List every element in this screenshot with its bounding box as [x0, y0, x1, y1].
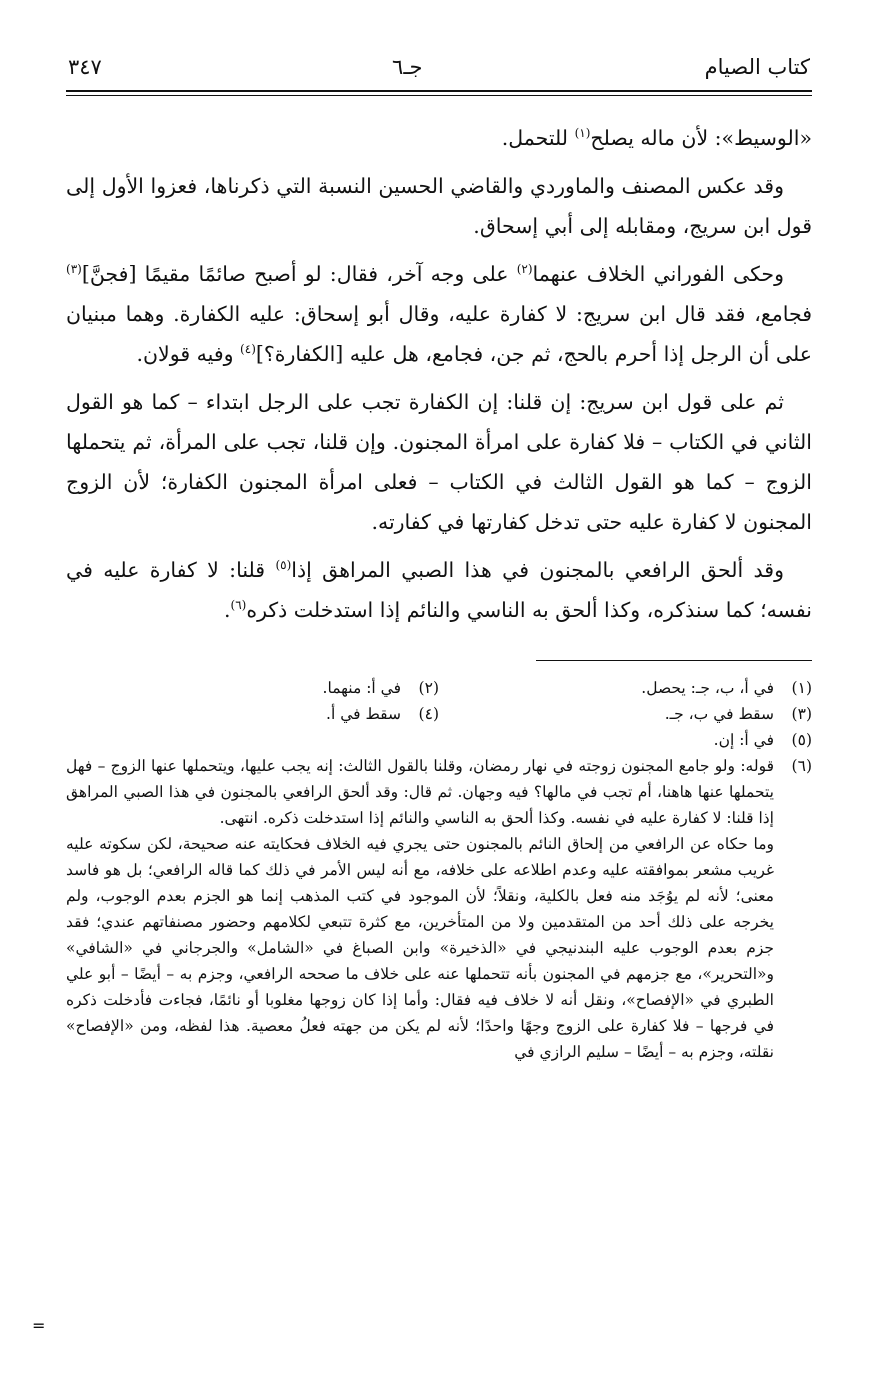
text-run: قلنا: لا كفارة عليه في نفسه؛ كما سنذكره، وكذا ألحق به الناسي والنائم إذا استدخلت ذكره: [66, 558, 812, 622]
book-title: كتاب الصيام: [704, 55, 810, 79]
body-paragraph: [66, 550, 812, 630]
continuation-mark: =: [32, 1316, 46, 1335]
footnote-number: (٢): [418, 679, 439, 697]
page-number: ٣٤٧: [68, 55, 102, 79]
footnote-5: [66, 727, 812, 753]
footnote-text: سقط في أ.: [326, 705, 401, 723]
footnotes: [66, 675, 812, 1065]
text-run: .: [223, 598, 231, 622]
footnote-reference: (٢): [516, 262, 533, 277]
footnote-text: في أ، ب، جـ: يحصل.: [641, 679, 774, 697]
main-text: [66, 118, 812, 630]
footnote-reference: (١): [574, 126, 591, 141]
footnote-2: [66, 675, 439, 701]
text-run: ثم على قول ابن سريج: إن قلنا: إن الكفارة تجب على الرجل ابتداء – كما هو القول الثاني في الكتاب – فلا كفارة على امرأة المجنون. وإن قلنا، تجب على المرأة، ثم يتحملها الزوج – كما هو القول الثالث في الكتاب – فعلى امرأة المجنون الكفارة؛ لأن الزوج المجنون لا كفارة عليه حتى تدخل كفارتها في كفارته.: [66, 390, 812, 534]
footnote-reference: (٤): [240, 342, 256, 357]
footnote-number: (٦): [791, 757, 812, 775]
footnote-6: [66, 753, 812, 1065]
text-run: وقد عكس المصنف والماوردي والقاضي الحسين النسبة التي ذكرناها، فعزوا الأول إلى قول ابن سريج، ومقابله إلى أبي إسحاق.: [66, 174, 812, 238]
running-header: [66, 50, 812, 84]
header-rule-thick: [66, 90, 812, 92]
footnote-3: [439, 701, 812, 727]
text-run: وقد ألحق الرافعي بالمجنون في هذا الصبي المراهق إذا: [291, 558, 784, 582]
footnote-row: [66, 675, 812, 701]
text-run: «الوسيط»: لأن ماله يصلح: [590, 126, 812, 150]
text-run: فجامع، فقد قال ابن سريج: لا كفارة عليه، وقال أبو إسحاق: عليه الكفارة. وهما مبنيان على أن الرجل إذا أحرم بالحج، ثم جن، فجامع، هل عليه [الكفارة؟]: [66, 302, 812, 366]
footnote-reference: (٥): [275, 558, 292, 573]
book-page: [66, 50, 812, 1065]
footnote-number: (١): [791, 679, 812, 697]
footnote-paragraph: وما حكاه عن الرافعي من إلحاق النائم بالمجنون حتى يجري فيه الخلاف فحكايته عنه صحيحة، لكن سكوته عليه غريب مشعر بموافقته عليه وعدم اطلاعه على خلافه، مع أنه ليس الأمر في ذلك كما قاله الرافعي؛ بل هو فاسد معنى؛ لأنه لم يوُجَد منه فعل بالكلية، ونقلاً؛ لأن الموجود في كتب المذهب إنما هو الجزم بعدم الوجوب، ولم يخرجه على ذلك أحد من المتقدمين ولا من المتأخرين، مع كثرة تتبعي لكلامهم وحضور مصنفاتهم عندي؛ فقد جزم بعدم الوجوب عليه البندنيجي في «الذخيرة» وابن الصباغ في «الشامل» والجرجاني في «الشافي» و«التحرير»، مع جزمهم في المجنون بأنه تتحملها عنه على خلاف ما صححه الرافعي، وجزم به – أيضًا – أبو علي الطبري في «الإفصاح»، ونقل أنه لا خلاف فيه فقال: وأما إذا كان زوجها مغلوبا أو نائمًا، فجاءت فأدخلت ذكره في فرجها – فلا كفارة على الزوج وجهًا واحدًا؛ لأنه لم يكن من جهته فعلُ معصية. هذا لفظه، ومن «الإفصاح» نقلته، وجزم به – أيضًا – سليم الرازي في: [66, 835, 774, 1061]
footnote-separator: [536, 660, 812, 661]
footnote-4: [66, 701, 439, 727]
body-paragraph: [66, 382, 812, 542]
volume-label: جـ٦: [392, 55, 423, 79]
header-rule-thin: [66, 95, 812, 96]
body-paragraph: [66, 118, 812, 158]
text-run: وحكى الفوراني الخلاف عنهما: [532, 262, 784, 286]
footnote-body: [66, 753, 774, 1065]
footnote-number: (٤): [418, 705, 439, 723]
footnote-row: [66, 701, 812, 727]
footnote-reference: (٦): [230, 598, 247, 613]
footnote-number: (٣): [791, 705, 812, 723]
footnote-1: [439, 675, 812, 701]
text-run: للتحمل.: [501, 126, 575, 150]
footnote-reference: (٣): [66, 262, 82, 277]
footnote-text: سقط في ب، جـ.: [664, 705, 774, 723]
text-run: وفيه قولان.: [136, 342, 241, 366]
footnote-text: في أ: إن.: [713, 731, 774, 749]
footnote-paragraph: قوله: ولو جامع المجنون زوجته في نهار رمضان، وقلنا بالقول الثالث: إنه يجب عليها، ويتحملها عنها الزوج – فهل يتحملها عنها هاهنا، أم تجب في مالها؟ فيه وجهان. ثم قال: وقد ألحق الرافعي بالمجنون في هذا الصبي المراهق إذا قلنا: لا كفارة عليه في نفسه. وكذا ألحق به الناسي والنائم إذا استدخلت ذكره. انتهى.: [66, 757, 774, 827]
text-run: على وجه آخر، فقال: لو أصبح صائمًا مقيمًا [فجنَّ]: [81, 262, 517, 286]
body-paragraph: [66, 166, 812, 246]
footnote-text: في أ: منهما.: [322, 679, 401, 697]
body-paragraph: [66, 254, 812, 374]
footnote-number: (٥): [791, 731, 812, 749]
